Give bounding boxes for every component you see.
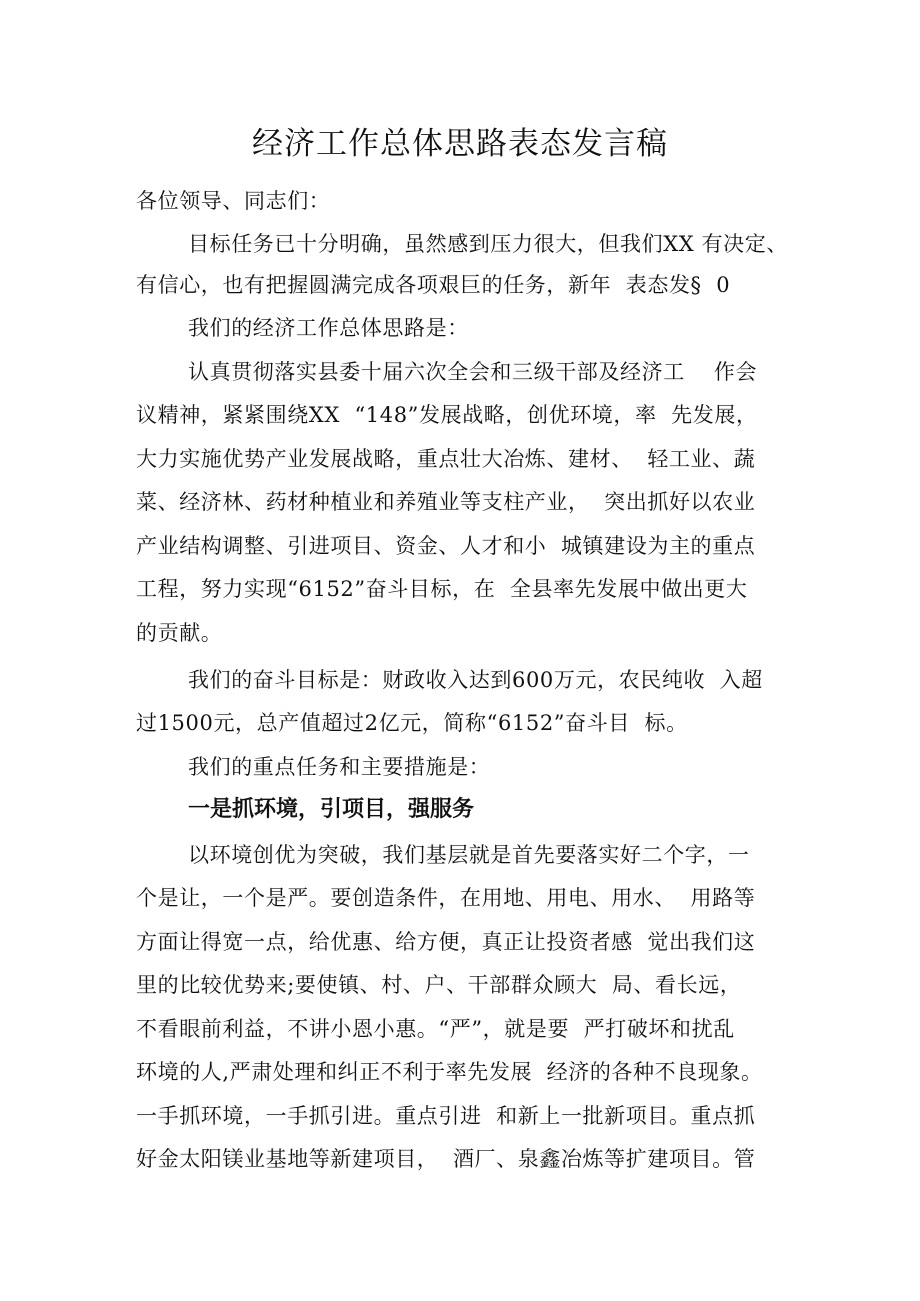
paragraph-line: 过1500元，总产值超过2亿元，简称“6152”奋斗目 标。 [136,711,688,735]
paragraph-line: 个是让，一个是严。要创造条件，在用地、用电、用水、 用路等 [136,886,756,910]
paragraph-line: 方面让得宽一点，给优惠、给方便，真正让投资者感 觉出我们这 [136,930,756,954]
salutation: 各位领导、同志们： [136,189,331,213]
paragraph-line: 议精神，紧紧围绕XX “148”发展战略，创优环境，率 先发展， [136,403,758,427]
paragraph-line: 一手抓环境，一手抓引进。重点引进 和新上一批新项目。重点抓 [136,1104,756,1128]
paragraph-line: 不看眼前利益，不讲小恩小惠。“严”，就是要 严打破坏和扰乱 [136,1017,735,1041]
paragraph-line: 目标任务已十分明确，虽然感到压力很大，但我们XX 有决定、 [188,232,788,256]
paragraph-line: 好金太阳镁业基地等新建项目， 酒厂、泉鑫冶炼等扩建项目。管 [136,1147,756,1171]
paragraph-line: 我们的经济工作总体思路是： [188,316,469,340]
paragraph-line: 菜、经济林、药材种植业和养殖业等支柱产业， 突出抓好以农业 [136,490,756,514]
paragraph-line: 的贡献。 [136,621,223,645]
paragraph-line: 认真贯彻落实县委十届六次全会和三级干部及经济工 作会 [188,360,758,384]
paragraph-line: 有信心，也有把握圆满完成各项艰巨的任务，新年 表态发§ 0 [136,273,731,297]
paragraph-line: 环境的人,严肃处理和纠正不利于率先发展 经济的各种不良现象。 [136,1060,763,1084]
document-title: 经济工作总体思路表态发言稿 [252,126,668,162]
paragraph-line: 工程，努力实现“6152”奋斗目标，在 全县率先发展中做出更大 [136,577,748,601]
paragraph-line: 以环境创优为突破，我们基层就是首先要落实好二个字，一 [188,843,750,867]
paragraph-line: 大力实施优势产业发展战略，重点壮大冶炼、建材、 轻工业、蔬 [136,447,756,471]
paragraph-line: 产业结构调整、引进项目、资金、人才和小 城镇建设为主的重点 [136,534,756,558]
paragraph-line: 里的比较优势来;要使镇、村、户、干部群众顾大 局、看长远， [136,973,742,997]
paragraph-line: 我们的重点任务和主要措施是： [188,755,491,779]
section-heading: 一是抓环境，引项目，强服务 [188,797,475,822]
paragraph-line: 我们的奋斗目标是：财政收入达到600万元，农民纯收 入超 [188,668,763,692]
